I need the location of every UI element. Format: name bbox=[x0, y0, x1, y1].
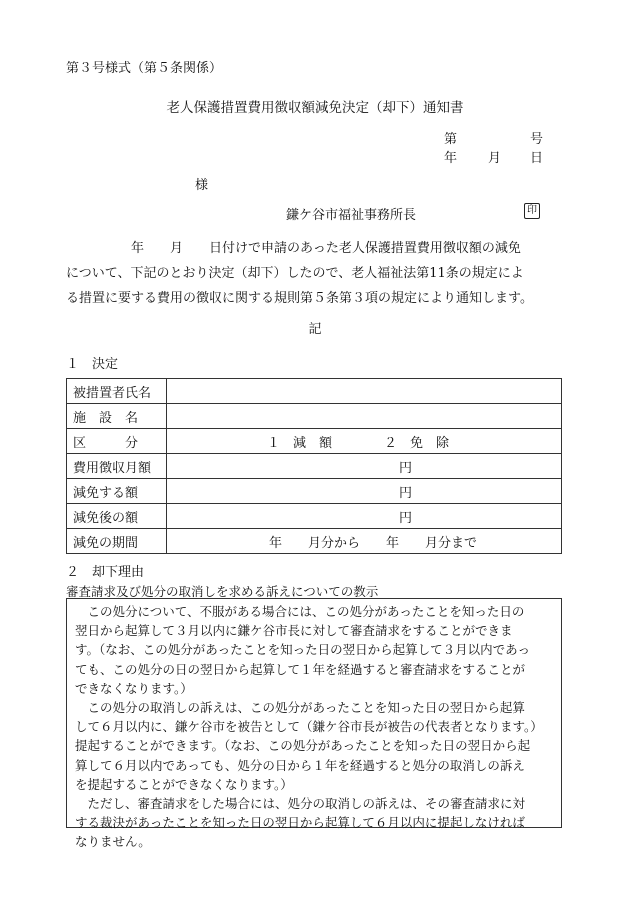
row-label: 減免後の額 bbox=[67, 504, 167, 529]
table-row bbox=[67, 454, 562, 479]
number-suffix: 号 bbox=[530, 132, 544, 147]
table-row bbox=[67, 479, 562, 504]
row-label: 被措置者氏名 bbox=[67, 379, 167, 404]
instruction-line: できなくなります。） bbox=[75, 680, 193, 696]
row-value bbox=[167, 404, 562, 429]
table-row bbox=[67, 379, 562, 404]
body-line: 年 月 日付けで申請のあった老人保護措置費用徴収額の減免 bbox=[66, 241, 521, 256]
date-year: 年 bbox=[444, 151, 458, 166]
instruction-line: を提起することができなくなります。） bbox=[75, 776, 293, 792]
instruction-line: ただし、審査請求をした場合には、処分の取消しの訴えは、その審査請求に対 bbox=[75, 796, 526, 812]
row-value: 年 月分から 年 月分まで bbox=[167, 529, 562, 554]
row-label: 減免する額 bbox=[67, 479, 167, 504]
date-month: 月 bbox=[488, 151, 502, 166]
instruction-box bbox=[66, 598, 562, 850]
ki-heading: 記 bbox=[308, 322, 322, 337]
row-value: 円 bbox=[167, 454, 562, 479]
body-line: る措置に要する費用の徴収に関する規則第５条第３項の規定により通知します。 bbox=[66, 291, 533, 306]
instruction-line: して６月以内に、鎌ケ谷市を被告として（鎌ケ谷市長が被告の代表者となります。） bbox=[75, 719, 543, 735]
form-number: 第３号様式（第５条関係） bbox=[66, 61, 223, 76]
row-label: 費用徴収月額 bbox=[67, 454, 167, 479]
section-rejection-heading: ２ 却下理由 bbox=[66, 565, 145, 580]
instruction-line: ても、この処分の日の翌日から起算して１年を経過すると審査請求をすることが bbox=[75, 661, 526, 677]
instruction-line: なりません。 bbox=[75, 834, 151, 850]
sender-name: 鎌ケ谷市福祉事務所長 bbox=[286, 208, 417, 223]
row-label: 施 設 名 bbox=[67, 404, 167, 429]
date-day: 日 bbox=[530, 151, 544, 166]
row-value: 円 bbox=[167, 479, 562, 504]
decision-table bbox=[66, 378, 562, 554]
seal-mark: 印 bbox=[524, 203, 540, 219]
instruction-line: 翌日から起算して３月以内に鎌ケ谷市長に対して審査請求をすることができま bbox=[75, 623, 513, 639]
instruction-line: この処分の取消しの訴えは、この処分があったことを知った日の翌日から起算 bbox=[75, 700, 525, 716]
row-value bbox=[167, 379, 562, 404]
instruction-line: する裁決があったことを知った日の翌日から起算して６月以内に提起しなければ bbox=[75, 815, 525, 831]
instruction-line: 算して６月以内であっても、処分の日から１年を経過すると処分の取消しの訴え bbox=[75, 757, 525, 773]
table-row bbox=[67, 429, 562, 454]
notice-body bbox=[66, 236, 566, 311]
table-row bbox=[67, 529, 562, 554]
instruction-line: す。（なお、この処分があったことを知った日の翌日から起算して３月以内であっ bbox=[75, 642, 531, 658]
body-line: について、下記のとおり決定（却下）したので、老人福祉法第11条の規定によ bbox=[66, 266, 524, 281]
row-label: 区 分 bbox=[67, 429, 167, 454]
table-row bbox=[67, 404, 562, 429]
document-title: 老人保護措置費用徴収額減免決定（却下）通知書 bbox=[166, 100, 464, 116]
row-value: １ 減 額 ２ 免 除 bbox=[167, 429, 562, 454]
row-value: 円 bbox=[167, 504, 562, 529]
table-row bbox=[67, 504, 562, 529]
instruction-line: この処分について、不服がある場合には、この処分があったことを知った日の bbox=[75, 604, 525, 619]
section-decision-heading: １ 決定 bbox=[66, 357, 119, 372]
addressee-suffix: 様 bbox=[195, 178, 209, 193]
number-prefix: 第 bbox=[444, 132, 458, 147]
row-label: 減免の期間 bbox=[67, 529, 167, 554]
instruction-line: 提起することができます。（なお、この処分があったことを知った日の翌日から起 bbox=[75, 738, 531, 754]
instruction-title: 審査請求及び処分の取消しを求める訴えについての教示 bbox=[66, 584, 379, 599]
